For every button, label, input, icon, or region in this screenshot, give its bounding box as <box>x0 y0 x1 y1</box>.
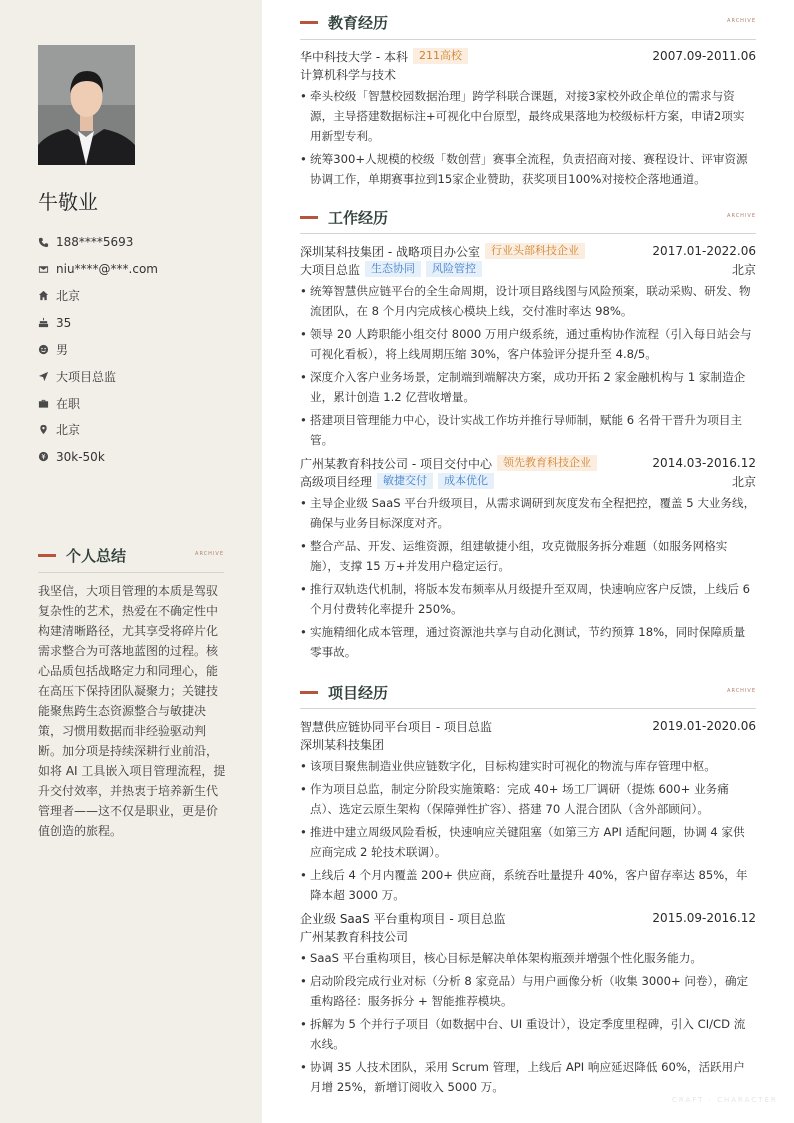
list-item: • 协调 35 人技术团队，采用 Scrum 管理，上线后 API 响应延迟降低 60%，活跃用户月增 25%，新增订阅收入 5000 万。 <box>300 1057 756 1097</box>
education-school: 华中科技大学 - 本科 <box>300 49 408 64</box>
education-header-row <box>300 47 756 65</box>
info-city-text: 北京 <box>56 423 81 438</box>
work-city: 北京 <box>731 262 756 277</box>
list-item: • 整合产品、开发、运维资源，组建敏捷小组，攻克微服务拆分难题（如服务网格实施），支撑 15 万+并发用户稳定运行。 <box>300 536 756 576</box>
list-item: • 统筹300+人规模的校级「数创营」赛事全流程，负责招商对接、赛程设计、评审资源协调工作，单期赛事拉到15家企业赞助，获奖项目100%对接校企落地通道。 <box>300 149 756 189</box>
info-email <box>38 256 248 283</box>
project-company: 广州某教育科技公司 <box>300 929 409 944</box>
list-item: • 推进中建立周级风险看板，快速响应关键阻塞（如第三方 API 适配问题，协调 4 家供应商完成 2 轮技术联调）。 <box>300 822 756 862</box>
list-item: • 实施精细化成本管理，通过资源池共享与自动化测试，节约预算 18%，同时保障质量零事故。 <box>300 622 756 662</box>
project-entry <box>300 717 756 905</box>
project-divider <box>300 708 756 709</box>
info-age-text: 35 <box>56 315 72 330</box>
info-salary-text: 30k-50k <box>56 449 105 464</box>
send-icon <box>38 370 56 382</box>
archive-label: ARCHIVE <box>727 18 756 24</box>
location-pin-icon <box>38 424 56 436</box>
summary-section-title: 个人总结 <box>66 547 127 565</box>
list-item: • 推行双轨迭代机制，将版本发布频率从月级提升至双周，快速响应客户反馈，上线后 6 个月付费转化率提升 250%。 <box>300 579 756 619</box>
project-title: 企业级 SaaS 平台重构项目 - 项目总监 <box>300 911 506 926</box>
list-item: • 搭建项目管理能力中心，设计实战工作坊并推行导师制，赋能 6 名骨干晋升为项目主管。 <box>300 410 756 450</box>
project-company: 深圳某科技集团 <box>300 737 385 752</box>
education-section-header <box>300 12 756 33</box>
list-item: • 深度介入客户业务场景，定制端到端解决方案，成功开拓 2 家金融机构与 1 家制造企业，累计创造 1.2 亿营收增量。 <box>300 367 756 407</box>
briefcase-icon <box>38 397 56 409</box>
project-header-row <box>300 717 756 735</box>
work-role: 高级项目经理 <box>300 474 373 489</box>
avatar <box>38 45 135 165</box>
mail-icon <box>38 263 56 275</box>
info-gender <box>38 336 248 363</box>
work-date: 2017.01-2022.06 <box>652 244 756 258</box>
work-divider <box>300 233 756 234</box>
salary-icon <box>38 451 56 463</box>
info-position <box>38 363 248 390</box>
project-section-title: 项目经历 <box>328 684 389 702</box>
list-item: • 启动阶段完成行业对标（分析 8 家竞品）与用户画像分析（收集 3000+ 问卷），确定重构路径：服务拆分 + 智能推荐模块。 <box>300 971 756 1011</box>
info-position-text: 大项目总监 <box>56 369 117 384</box>
phone-icon <box>38 236 56 248</box>
work-header-row <box>300 242 756 260</box>
cake-icon <box>38 317 56 329</box>
education-entry <box>300 47 756 189</box>
info-phone-text: 188****5693 <box>56 235 134 250</box>
summary-text: 我坚信，大项目管理的本质是驾驭复杂性的艺术，热爱在不确定性中构建清晰路径，尤其享受将碎片化需求整合为可落地蓝图的过程。核心品质包括战略定力和同理心，能在高压下保持团队凝聚力；关键技能聚焦跨生态资源整合与敏捷决策，习惯用数据而非经验驱动判断。加分项是持续深耕行业前沿，如将 AI 工具嵌入项目管理流程，提升交付效率，并热衷于培养新生代管理者——这不仅是职业，更是价值创造的旅程。 <box>38 584 226 838</box>
section-accent-bar <box>300 21 318 24</box>
info-email-text: niu****@***.com <box>56 262 158 277</box>
project-company-row <box>300 735 756 753</box>
list-item: • 作为项目总监，制定分阶段实施策略：完成 40+ 场工厂调研（提炼 600+ 业务痛点）、选定云原生架构（保障弹性扩容）、搭建 70 人混合团队（含外部顾问）。 <box>300 779 756 819</box>
archive-label: ARCHIVE <box>727 213 756 219</box>
home-icon <box>38 290 56 302</box>
education-major: 计算机科学与技术 <box>300 67 397 82</box>
list-item: • 牵头校级「智慧校园数据治理」跨学科联合课题，对接3家校外政企单位的需求与资源，主导搭建数据标注+可视化中台原型，最终成果落地为校级标杆方案，申请2项实用新型专利。 <box>300 86 756 146</box>
info-status <box>38 390 248 417</box>
education-section-title: 教育经历 <box>328 14 389 32</box>
project-section-header <box>300 682 756 703</box>
work-city: 北京 <box>731 474 756 489</box>
info-home <box>38 283 248 310</box>
education-tag: 211高校 <box>413 48 468 64</box>
work-section-title: 工作经历 <box>328 209 389 227</box>
work-date: 2014.03-2016.12 <box>652 456 756 470</box>
contact-info-list <box>38 229 248 470</box>
list-item: • 统筹智慧供应链平台的全生命周期，设计项目路线图与风险预案，联动采购、研发、物流团队，在 8 个月内完成核心模块上线，交付准时率达 98%。 <box>300 281 756 321</box>
archive-label: ARCHIVE <box>195 551 224 557</box>
work-company-tag: 行业头部科技企业 <box>485 243 585 259</box>
candidate-name: 牛敬业 <box>38 190 98 214</box>
work-role-row <box>300 260 756 278</box>
archive-label: ARCHIVE <box>727 688 756 694</box>
info-phone <box>38 229 248 256</box>
info-status-text: 在职 <box>56 396 81 411</box>
project-title: 智慧供应链协同平台项目 - 项目总监 <box>300 719 492 734</box>
project-date: 2019.01-2020.06 <box>652 719 756 733</box>
work-company: 广州某教育科技公司 - 项目交付中心 <box>300 456 492 471</box>
avatar-photo <box>38 45 135 165</box>
summary-divider <box>38 572 224 573</box>
project-date: 2015.09-2016.12 <box>652 911 756 925</box>
info-salary <box>38 443 248 470</box>
footer-watermark: CRAFT · CHARACTER <box>672 1096 778 1104</box>
work-entry <box>300 242 756 450</box>
section-accent-bar <box>300 216 318 219</box>
list-item: • 领导 20 人跨职能小组交付 8000 万用户级系统，通过重构协作流程（引入每日站会与可视化看板），将上线周期压缩 30%，客户体验评分提升至 4.8/5。 <box>300 324 756 364</box>
info-gender-text: 男 <box>56 343 69 358</box>
gender-icon <box>38 344 56 356</box>
work-skill-tag: 敏捷交付 <box>377 473 433 489</box>
project-entry <box>300 909 756 1097</box>
list-item: • 主导企业级 SaaS 平台升级项目，从需求调研到灰度发布全程把控，覆盖 5 大业务线，确保与业务目标深度对齐。 <box>300 493 756 533</box>
work-company: 深圳某科技集团 - 战略项目办公室 <box>300 244 480 259</box>
info-age <box>38 309 248 336</box>
info-city <box>38 417 248 444</box>
list-item: • SaaS 平台重构项目，核心目标是解决单体架构瓶颈并增强个性化服务能力。 <box>300 948 756 968</box>
list-item: • 该项目聚焦制造业供应链数字化，目标构建实时可视化的物流与库存管理中枢。 <box>300 756 756 776</box>
info-home-text: 北京 <box>56 289 81 304</box>
work-role-row <box>300 472 756 490</box>
work-skill-tag: 成本优化 <box>438 473 494 489</box>
education-major-row <box>300 65 756 83</box>
work-section-header <box>300 207 756 228</box>
project-header-row <box>300 909 756 927</box>
education-divider <box>300 39 756 40</box>
work-skill-tag: 生态协同 <box>365 261 421 277</box>
work-role: 大项目总监 <box>300 262 361 277</box>
section-accent-bar <box>38 554 56 557</box>
summary-section-header <box>38 545 224 566</box>
work-skill-tag: 风险管控 <box>426 261 482 277</box>
work-header-row <box>300 454 756 472</box>
sidebar <box>0 0 262 1123</box>
list-item: • 上线后 4 个月内覆盖 200+ 供应商，系统吞吐量提升 40%，客户留存率达 85%，年降本超 3000 万。 <box>300 865 756 905</box>
education-date: 2007.09-2011.06 <box>652 49 756 63</box>
section-accent-bar <box>300 691 318 694</box>
list-item: • 拆解为 5 个并行子项目（如数据中台、UI 重设计），设定季度里程碑，引入 CI/CD 流水线。 <box>300 1014 756 1054</box>
project-company-row <box>300 927 756 945</box>
work-company-tag: 领先教育科技企业 <box>497 455 597 471</box>
work-entry <box>300 454 756 662</box>
